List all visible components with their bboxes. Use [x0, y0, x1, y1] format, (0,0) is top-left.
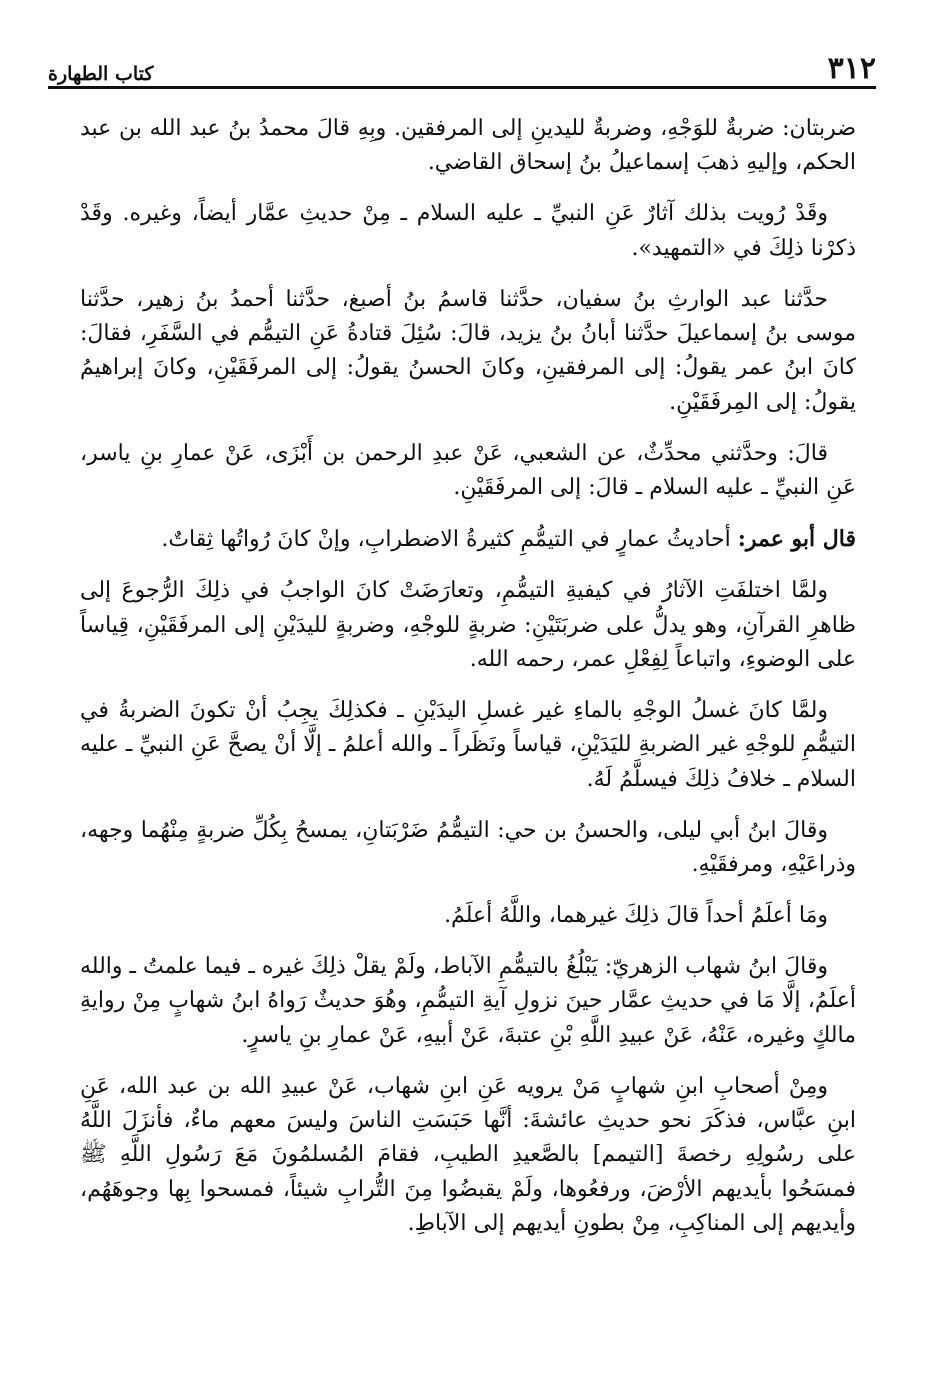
paragraph [80, 197, 856, 266]
paragraph [80, 437, 856, 506]
paragraph-text: وقالَ ابنُ شهاب الزهريّ: يَبْلُغُ بالتيمُّمِ الآباط، ولَمْ يقلْ ذلِكَ غيره ـ فيما علمتُ ـ والله أعلَمُ، إلَّا مَا في حديثِ عمَّار حينَ نزولِ آيةِ التيمُّمِ، وهُوَ حديثٌ رَواهُ ابنُ شهابٍ مِنْ روايةِ مالكٍ وغيره، عَنْهُ، عَنْ عبيدِ اللَّهِ بْنِ عتبةَ، عَنْ أبيهِ، عَنْ عمارِ بنِ ياسرٍ. [80, 954, 856, 1048]
paragraph-text: ولمَّا كانَ غسلُ الوجْهِ بالماءِ غير غسلِ اليدَيْنِ ـ فكذلِكَ يجِبُ أنْ تكونَ الضربةُ في التيمُّمِ للوجْهِ غير الضربةِ لليَدَيْنِ، قياساً ونَظَراً ـ والله أعلمُ ـ إلَّا أنْ يصحَّ عَنِ النبيِّ ـ عليه السلام ـ خلافُ ذلِكَ فيسلَّمُ لَهُ. [80, 697, 856, 792]
paragraph [80, 694, 856, 797]
paragraph-text: ومَا أعلَمُ أحداً قالَ ذلِكَ غيرهما، واللَّهُ أعلَمُ. [444, 903, 828, 929]
paragraph-text: وقالَ ابنُ أبي ليلى، والحسنُ بن حي: التيمُّمُ ضَرْبَتانِ، يمسحُ بِكُلِّ ضربةٍ مِنْهُما وجهه، وذراعَيْهِ، ومرفقَيْهِ. [80, 817, 856, 877]
paragraph-text: ولمَّا اختلفَتِ الآثارُ في كيفيةِ التيمُّمِ، وتعارَضَتْ كانَ الواجبُ في ذلِكَ الرُّجوعَ إلى ظاهرِ القرآنِ، وهو يدلُّ على ضربَتَيْنِ: ضربةٍ للوجْهِ، وضربةٍ لليدَيْنِ إلى المرفَقَيْنِ، قِياساً على الوضوءِ، واتباعاً لِفِعْلِ عمر، رحمه الله. [80, 578, 856, 672]
paragraph [80, 522, 856, 557]
paragraph-text: ومِنْ أصحابِ ابنِ شهابٍ مَنْ يرويه عَنِ ابنِ شهاب، عَنْ عبيدِ الله بن عبد الله، عَنِ ابنِ عبَّاس، فذكَرَ نحو حديثِ عائشةَ: أنَّها حَبَسَتِ الناسَ وليسَ معهم ماءٌ، فأنزَلَ اللَّهُ على رسُولِهِ رخصةَ [التيمم] بالصَّعيدِ الطيبِ، فقامَ المُسلمُونَ مَعَ رَسُولِ اللَّهِ ﷺ فمسَحُوا بأيديهم الأرْضَ، ورفعُوها، ولَمْ يقبضُوا مِنَ التُّرابِ شيئاً، فمسحوا بِها وجوهَهُم، وأيديهم إلى المناكِبِ، مِنْ بطونِ أيديهم إلى الآباطِ. [80, 1073, 856, 1236]
body-text [80, 112, 856, 1258]
paragraph-text: حدَّثنا عبد الوارثِ بنُ سفيان، حدَّثنا قاسمُ بنُ أصبغ، حدَّثنا أحمدُ بنُ زهير، حدَّثنا موسى بنُ إسماعيلَ حدَّثنا أبانُ بنُ يزيد، قالَ: سُئِلَ قتادةُ عَنِ التيمُّم في السَّفَرِ، فقالَ: كانَ ابنُ عمر يقولُ: إلى المرفقينِ، وكانَ الحسنُ يقولُ: إلى المرفَقَيْنِ، وكانَ إبراهيمُ يقولُ: إلى المِرفَقَيْنِ. [80, 286, 856, 415]
page-number: ٣١٢ [827, 51, 876, 86]
header-rule [48, 86, 876, 89]
paragraph [80, 1070, 856, 1241]
paragraph-text: ضربتان: ضربةٌ للوَجْهِ، وضربةٌ لليدينِ إلى المرفقين. وبِهِ قالَ محمدُ بنُ عبد الله بن عبد الحكم، وإليهِ ذهبَ إسماعيلُ بنُ إسحاق القاضي. [80, 116, 856, 176]
paragraph [80, 950, 856, 1053]
page-header [48, 44, 876, 84]
running-title: كتاب الطهارة [48, 63, 154, 85]
paragraph-text: قالَ: وحدَّثني محدِّثٌ، عن الشعبي، عَنْ عبدِ الرحمن بن أَبْزَى، عَنْ عمارِ بنِ ياسر، عَنِ النبيِّ ـ عليه السلام ـ قالَ: إلى المرفَقَيْنِ. [80, 440, 856, 501]
paragraph [80, 814, 856, 883]
paragraph [80, 574, 856, 677]
paragraph [80, 112, 856, 181]
paragraph-lead: قال أبو عمر: [737, 526, 856, 553]
paragraph-text: وقَدْ رُويت بذلك آثارٌ عَنِ النبيِّ ـ عليه السلام ـ مِنْ حديثِ عمَّار أيضاً، وغيره. وقَدْ ذكرْنا ذلِكَ في «التمهيد». [80, 201, 856, 261]
paragraph-text: أحاديثُ عمارٍ في التيمُّمِ كثيرةُ الاضطرابِ، وإنْ كانَ رُواتُها ثِقاتٌ. [161, 527, 738, 553]
paragraph [80, 899, 856, 933]
paragraph [80, 283, 856, 420]
